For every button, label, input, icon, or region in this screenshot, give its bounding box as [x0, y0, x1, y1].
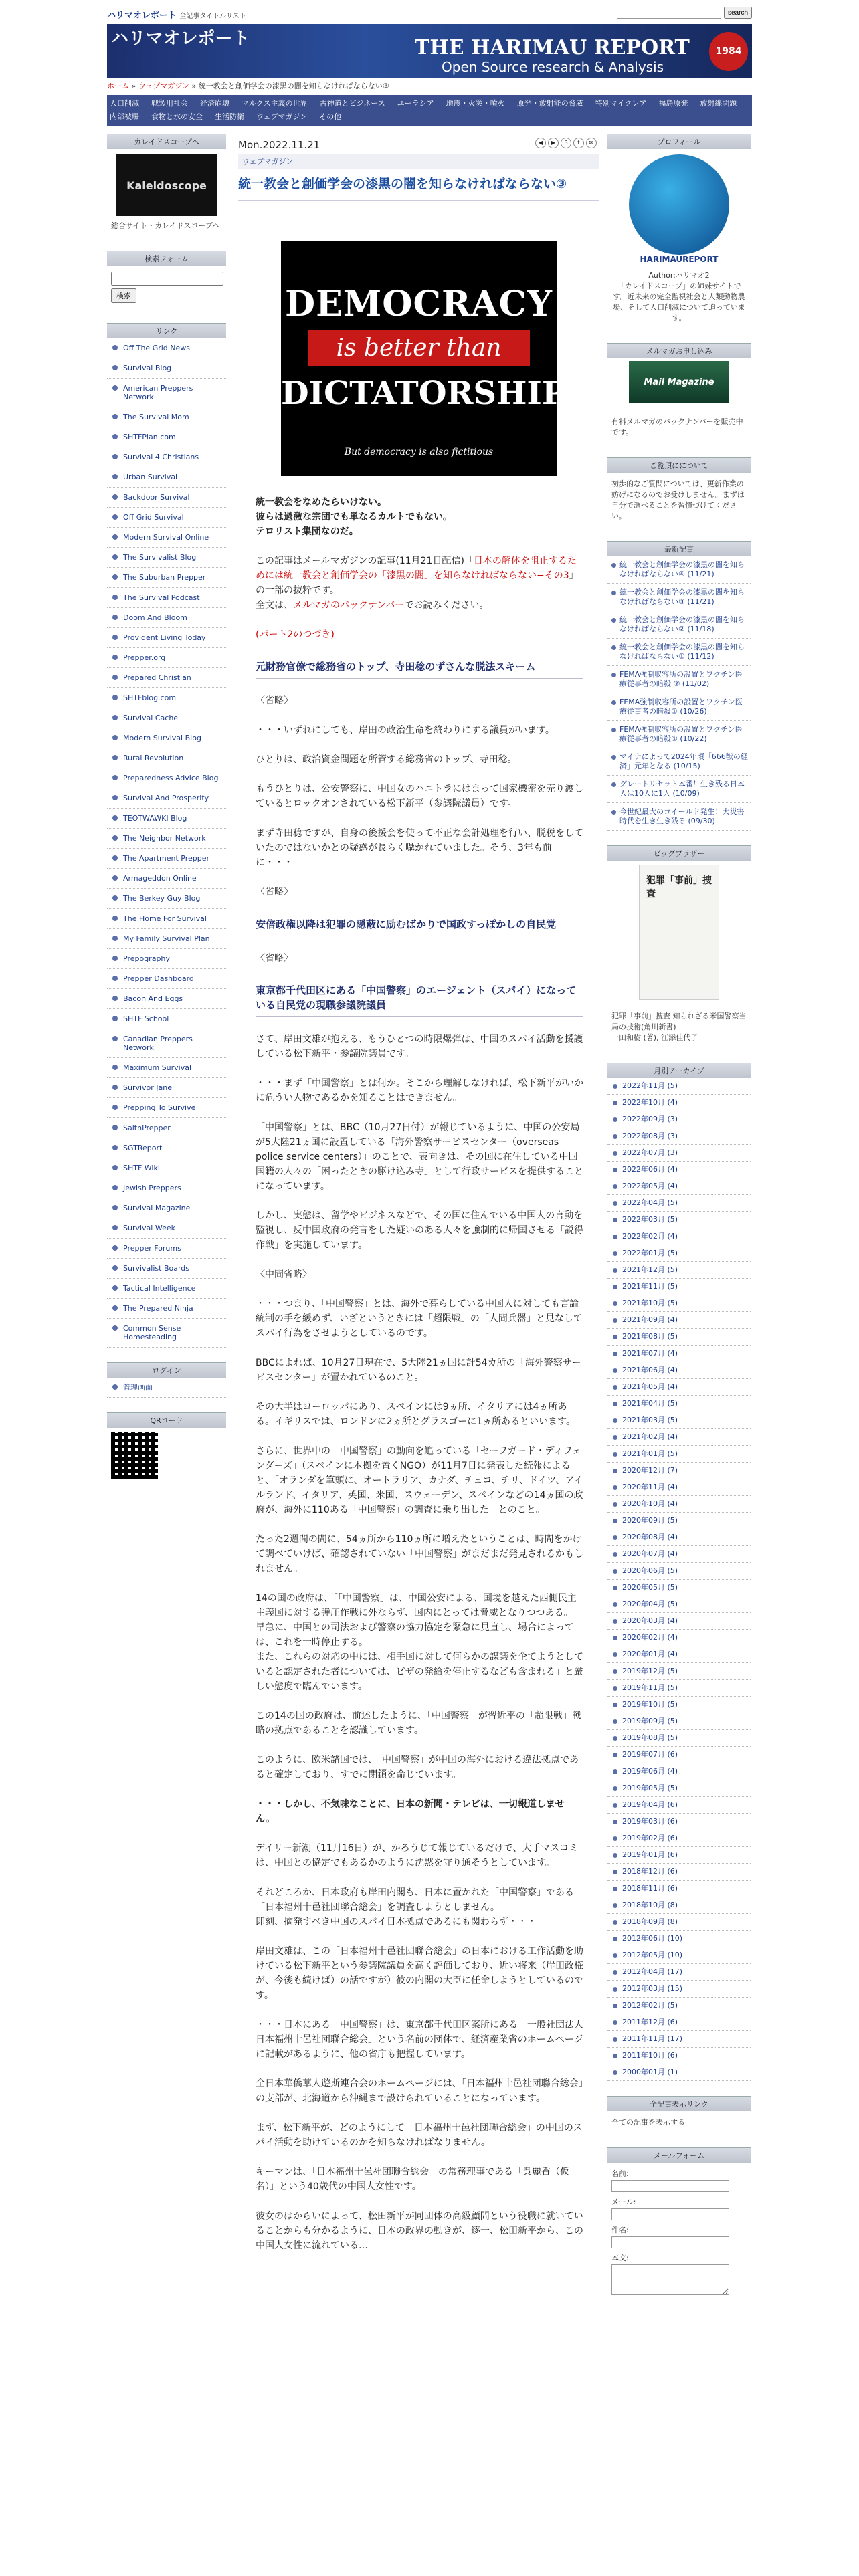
link-item[interactable]: Modern Survival Online — [107, 528, 226, 548]
category-nav — [107, 95, 752, 126]
profile-title: プロフィール — [607, 134, 751, 149]
archive-item[interactable]: 2011年11月 (17) — [607, 2031, 751, 2048]
archive-item[interactable]: 2022年02月 (4) — [607, 1228, 751, 1245]
breadcrumb: ホーム » ウェブマガジン » 統一教会と創価学会の漆黒の闇を知らなければならない③ — [107, 82, 389, 90]
site-name[interactable]: ハリマオレポート 全記事タイトルリスト — [107, 11, 246, 21]
archive-box — [607, 1063, 751, 2081]
magazine-banner[interactable]: Mail Magazine — [629, 361, 729, 403]
link-item[interactable]: Provident Living Today — [107, 628, 226, 648]
breadcrumb-home[interactable]: ホーム — [107, 82, 129, 90]
kaleidoscope-box — [107, 134, 226, 236]
recent-post-item[interactable]: FEMA強制収容所の設置とワクチン医療従事者の暗殺 ② (11/02) — [607, 666, 751, 693]
paragraph: さて、岸田文雄が抱える、もうひとつの時限爆弾は、中国のスパイ活動を援護している松下新平・参議院議員です。 — [256, 1034, 583, 1059]
paragraph: ひとりは、政治資金問題を所管する総務省のトップ、寺田稔。 — [256, 754, 517, 765]
qr-box — [107, 1412, 226, 1479]
mail-address-field[interactable] — [611, 2208, 729, 2220]
admin-link[interactable]: 管理画面 — [107, 1378, 226, 1398]
link-item[interactable]: Common Sense Homesteading — [107, 1319, 226, 1348]
link-item[interactable]: The Apartment Prepper — [107, 849, 226, 869]
archive-item[interactable]: 2021年07月 (4) — [607, 1346, 751, 1362]
archive-item[interactable]: 2021年09月 (4) — [607, 1312, 751, 1329]
post-body — [238, 495, 599, 2253]
header-japanese-title: ハリマオレポート — [111, 29, 250, 49]
paragraph: 彼女のはからいによって、松田新平が同団体の高級顧問という役職に就いていることからも分かるように、日本の政界の動きが、逐一、松田新平から、この中国人女性に流れている… — [256, 2211, 583, 2251]
book-cover[interactable]: 犯罪「事前」捜査 — [639, 865, 719, 1000]
top-bar — [107, 5, 752, 23]
archive-item[interactable]: 2022年01月 (5) — [607, 1245, 751, 1262]
paragraph: ・・・日本にある「中国警察」は、東京都千代田区案所にある「一般社団法人日本福州十邑社団聯合総会」という名前の団体で、経済産業省のホームページに記載があるように、他の省庁も把握しています。 — [256, 2020, 583, 2060]
recent-post-item[interactable]: 統一教会と創価学会の漆黒の闇を知らなければならない③ (11/21) — [607, 584, 751, 611]
recent-post-item[interactable]: 統一教会と創価学会の漆黒の闇を知らなければならない④ (11/21) — [607, 556, 751, 584]
paragraph: デイリー新潮（11月16日）が、かろうじて報じているだけで、大手マスコミは、中国との協定でもあるかのように沈黙を守り通そうとしています。 — [256, 1843, 579, 1868]
archive-item[interactable]: 2022年06月 (4) — [607, 1162, 751, 1178]
link-item[interactable]: Survivor Jane — [107, 1078, 226, 1098]
paragraph: もうひとりは、公安警察に、中国女のハニトラにはまって国家機密を売り渡しているとロックオンされている松下新平（参議院議員）です。 — [256, 784, 583, 809]
sidebar-search-button[interactable]: 検索 — [111, 288, 136, 303]
paragraph: ・・・しかし、不気味なことに、日本の新聞・テレビは、一切報道しません。 — [256, 1799, 565, 1824]
link-item[interactable]: Survival Blog — [107, 358, 226, 379]
link-item[interactable]: Prepography — [107, 949, 226, 969]
archive-item[interactable]: 2021年02月 (4) — [607, 1429, 751, 1446]
link-item[interactable]: Survival Cache — [107, 708, 226, 728]
archive-item[interactable]: 2012年06月 (10) — [607, 1931, 751, 1947]
book-text[interactable]: 犯罪「事前」捜査 知られざる米国警察当局の技術(角川新書) 一田和樹 (著), 江添佳代子 — [611, 1012, 747, 1042]
nav-item[interactable]: 経済崩壊 — [200, 99, 229, 108]
link-item[interactable]: Doom And Bloom — [107, 608, 226, 628]
link-item[interactable]: The Neighbor Network — [107, 829, 226, 849]
post-category[interactable]: ウェブマガジン — [238, 154, 599, 169]
archive-item[interactable]: 2012年04月 (17) — [607, 1964, 751, 1981]
notice-text: 初歩的なご質問については、更新作業の妨げになるのでお受けしません。まずは自分で調べることを習慣づけてください。 — [611, 479, 745, 520]
link-item[interactable]: The Survival Mom — [107, 407, 226, 427]
link-item[interactable]: The Home For Survival — [107, 909, 226, 929]
link-item[interactable]: The Prepared Ninja — [107, 1299, 226, 1319]
mail-body-field[interactable] — [611, 2264, 729, 2295]
paragraph: まず寺田稔ですが、自身の後援会を使って不正な会計処理を行い、脱税をしていたのではないかとの疑惑が長らく囁かれていました。そう、3年も前に・・・ — [256, 828, 583, 868]
article — [238, 134, 599, 2268]
link-item[interactable]: TEOTWAWKI Blog — [107, 809, 226, 829]
archive-item[interactable]: 2019年09月 (5) — [607, 1713, 751, 1730]
qr-title: QRコード — [107, 1412, 226, 1428]
archive-item[interactable]: 2018年10月 (8) — [607, 1897, 751, 1914]
lead-paragraph: 統一教会をなめたらいけない。 彼らは過激な宗団でも単なるカルトでもない。 テロリスト集団なのだ。 — [256, 497, 452, 537]
archive-item[interactable]: 2022年10月 (4) — [607, 1095, 751, 1111]
top-search-input[interactable] — [617, 7, 721, 19]
archive-item[interactable]: 2020年04月 (5) — [607, 1596, 751, 1613]
recent-title: 最新記事 — [607, 541, 751, 556]
login-box — [107, 1362, 226, 1398]
header-badge: 1984 — [709, 32, 748, 71]
nav-item[interactable]: 地震・火災・噴火 — [446, 99, 505, 108]
archive-item[interactable]: 2000年01月 (1) — [607, 2064, 751, 2081]
archive-item[interactable]: 2019年08月 (5) — [607, 1730, 751, 1747]
archive-item[interactable]: 2020年05月 (5) — [607, 1580, 751, 1596]
archive-item[interactable]: 2020年01月 (4) — [607, 1646, 751, 1663]
archive-item[interactable]: 2022年09月 (3) — [607, 1111, 751, 1128]
archive-item[interactable]: 2019年12月 (5) — [607, 1663, 751, 1680]
nav-item[interactable]: 特別マイクレア — [595, 99, 647, 108]
archive-item[interactable]: 2011年10月 (6) — [607, 2048, 751, 2064]
recent-post-item[interactable]: 統一教会と創価学会の漆黒の闇を知らなければならない① (11/12) — [607, 639, 751, 666]
nav-item[interactable]: 放射線問題 — [700, 99, 737, 108]
paragraph: 14の国の政府は、「「中国警察」は、中国公安による、国境を越えた西側民主主義国に対する弾圧作戦に外ならず、国内にとっては脅威となりつつある。 早急に、中国との司法および警察の協力協定を緊急に見直し、場合によっては、これを一時停止する。 また、これらの対応の中には、相手国に対して何らかの謀議を企てようとしていると認定された者については、ビザの発給を停止するなども含まれる」と厳しい態度で臨んでいます。 — [256, 1593, 583, 1692]
share-icon[interactable]: B — [561, 138, 571, 148]
nav-item[interactable]: 内部被曝 — [110, 112, 139, 121]
archive-item[interactable]: 2020年09月 (5) — [607, 1513, 751, 1529]
paragraph: 全日本華僑華人遊斯連合会のホームページには、「日本福州十邑社団聯合総会」の支部が、北海道から沖縄まで設けられていることになっています。 — [256, 2078, 583, 2104]
archive-item[interactable]: 2022年07月 (3) — [607, 1145, 751, 1162]
link-item[interactable]: Canadian Preppers Network — [107, 1029, 226, 1058]
nav-item[interactable]: 生活防衛 — [215, 112, 244, 121]
archive-item[interactable]: 2018年11月 (6) — [607, 1881, 751, 1897]
nav-item[interactable]: 福島原発 — [658, 99, 688, 108]
post-title[interactable]: 統一教会と創価学会の漆黒の闇を知らなければならない③ — [238, 169, 599, 201]
paragraph: ・・・いずれにしても、岸田の政治生命を終わりにする議員がいます。 — [256, 725, 555, 736]
archive-item[interactable]: 2020年03月 (4) — [607, 1613, 751, 1630]
link-item[interactable]: Prepper Forums — [107, 1239, 226, 1259]
archive-item[interactable]: 2022年08月 (3) — [607, 1128, 751, 1145]
link-item[interactable]: Jewish Preppers — [107, 1178, 226, 1198]
link-item[interactable]: Maximum Survival — [107, 1058, 226, 1078]
link-item[interactable]: The Survivalist Blog — [107, 548, 226, 568]
nav-item[interactable]: 戦製用社会 — [151, 99, 188, 108]
recent-post-item[interactable]: グレートリセット本番！生き残る日本人は10人に1人 (10/09) — [607, 776, 751, 803]
archive-item[interactable]: 2021年03月 (5) — [607, 1412, 751, 1429]
links-title: リンク — [107, 323, 226, 338]
link-item[interactable]: Survival Week — [107, 1218, 226, 1239]
nav-item[interactable]: マルクス主義の世界 — [242, 99, 308, 108]
archive-item[interactable]: 2020年11月 (4) — [607, 1479, 751, 1496]
paragraph: ・・・まず「中国警察」とは何か。そこから理解しなければ、松下新平がいかに危うい人物であるかを知ることはできません。 — [256, 1078, 583, 1103]
profile-text: Author:ハリマオ2 「カレイドスコープ」の姉妹サイトです。近未来の完全監視社会と人類動物農場、そして人口削減について迫っています。 — [613, 271, 745, 322]
nav-item[interactable]: 原発・放射能の脅威 — [516, 99, 583, 108]
archive-item[interactable]: 2020年07月 (4) — [607, 1546, 751, 1563]
archive-item[interactable]: 2021年06月 (4) — [607, 1362, 751, 1379]
notice-box — [607, 457, 751, 526]
link-item[interactable]: Prepper.org — [107, 648, 226, 668]
link-item[interactable]: Prepper Dashboard — [107, 969, 226, 989]
nav-item[interactable]: ユーラシア — [397, 99, 434, 108]
link-item[interactable]: SHTF Wiki — [107, 1158, 226, 1178]
recent-post-item[interactable]: 統一教会と創価学会の漆黒の闇を知らなければならない② (11/18) — [607, 611, 751, 639]
omission-note: 〈省略〉 — [256, 887, 293, 897]
archive-item[interactable]: 2019年07月 (6) — [607, 1747, 751, 1763]
paragraph: 岸田文雄は、この「日本福州十邑社団聯合総会」の日本における工作活動を助けている松下新平という参議院議員を高く評価しており、近い将来（岸田政権が、今後も続けば）の話ですが）彼の内閣の大臣に任命しようとしているのです。 — [256, 1946, 583, 2001]
archive-item[interactable]: 2021年11月 (5) — [607, 1279, 751, 1295]
link-item[interactable]: SHTFPlan.com — [107, 427, 226, 447]
archive-item[interactable]: 2019年03月 (6) — [607, 1814, 751, 1830]
breadcrumb-category[interactable]: ウェブマガジン — [138, 82, 190, 90]
mail-form-box: メールフォーム 名前: メール: 件名: 本文: — [607, 2147, 751, 2304]
kaleidoscope-link[interactable]: 総合サイト・カレイドスコープへ — [111, 221, 220, 230]
nav-item[interactable]: ウェブマガジン — [256, 112, 308, 121]
democracy-image: DEMOCRACY is better than DICTATORSHIP But democracy is also fictitious — [281, 241, 557, 476]
recent-post-item[interactable]: マイナによって2024年頃「666獣の経済」元年となる (10/15) — [607, 748, 751, 776]
link-item[interactable]: Bacon And Eggs — [107, 989, 226, 1009]
big-brother-box — [607, 845, 751, 1048]
link-item[interactable]: SGTReport — [107, 1138, 226, 1158]
link-item[interactable]: Off Grid Survival — [107, 508, 226, 528]
archive-item[interactable]: 2019年10月 (5) — [607, 1697, 751, 1713]
archive-item[interactable]: 2018年09月 (8) — [607, 1914, 751, 1931]
link-item[interactable]: The Survival Podcast — [107, 588, 226, 608]
link-item[interactable]: Backdoor Survival — [107, 488, 226, 508]
archive-item[interactable]: 2011年12月 (6) — [607, 2014, 751, 2031]
paragraph: その大半はヨーロッパにあり、スペインには9ヵ所、イタリアには4ヵ所ある。イギリスでは、ロンドンに2ヵ所とグラスゴーに1ヵ所あるといいます。 — [256, 1402, 575, 1427]
link-item[interactable]: Survivalist Boards — [107, 1259, 226, 1279]
link-item[interactable]: Prepping To Survive — [107, 1098, 226, 1118]
magazine-text: 有料メルマガのバックナンバーを販売中です。 — [611, 417, 743, 437]
all-posts-link[interactable]: 全ての記事を表示する — [611, 2118, 685, 2127]
archive-item[interactable]: 2022年05月 (4) — [607, 1178, 751, 1195]
share-icon[interactable]: t — [573, 138, 584, 148]
link-item[interactable]: Urban Survival — [107, 467, 226, 488]
all-posts-title: 全記事表示リンク — [607, 2096, 751, 2111]
archive-item[interactable]: 2021年12月 (5) — [607, 1262, 751, 1279]
header-subtitle: Open Source research & Analysis — [442, 59, 664, 75]
link-item[interactable]: SHTF School — [107, 1009, 226, 1029]
archive-item[interactable]: 2020年12月 (7) — [607, 1463, 751, 1479]
omission-note: 〈省略〉 — [256, 695, 293, 706]
paragraph: このように、欧米諸国では、「中国警察」が中国の海外における違法拠点であると確定しており、すでに閉鎖を命じています。 — [256, 1755, 579, 1780]
nav-item[interactable]: 食物と水の安全 — [151, 112, 203, 121]
link-item[interactable]: The Suburban Prepper — [107, 568, 226, 588]
link-item[interactable]: Survival 4 Christians — [107, 447, 226, 467]
archive-item[interactable]: 2020年08月 (4) — [607, 1529, 751, 1546]
header-english-title: THE HARIMAU REPORT — [415, 36, 690, 60]
archive-item[interactable]: 2012年03月 (15) — [607, 1981, 751, 1998]
archive-item[interactable]: 2020年10月 (4) — [607, 1496, 751, 1513]
recent-posts-box — [607, 541, 751, 831]
share-icon[interactable]: ✉ — [586, 138, 597, 148]
search-form-title: 検索フォーム — [107, 251, 226, 266]
magazine-box — [607, 343, 751, 443]
login-title: ログイン — [107, 1362, 226, 1378]
archive-item[interactable]: 2012年02月 (5) — [607, 1998, 751, 2014]
link-item[interactable]: SHTFblog.com — [107, 688, 226, 708]
recent-post-item[interactable]: FEMA強制収容所の設置とワクチン医療従事者の暗殺① (10/22) — [607, 721, 751, 748]
backnumber-link[interactable]: メルマガのバックナンバー — [293, 600, 405, 611]
archive-item[interactable]: 2022年11月 (5) — [607, 1078, 751, 1095]
paragraph: しかし、実態は、留学やビジネスなどで、その国に住んでいる中国人の言動を監視し、反中国政府の発言をした疑いのある人々を強制的に帰国させる「説得作戦」を実施しています。 — [256, 1210, 583, 1251]
right-sidebar — [607, 134, 751, 2319]
mail-name-field[interactable] — [611, 2180, 729, 2192]
link-item[interactable]: The Berkey Guy Blog — [107, 889, 226, 909]
archive-item[interactable]: 2020年02月 (4) — [607, 1630, 751, 1646]
archive-item[interactable]: 2019年01月 (6) — [607, 1847, 751, 1864]
magazine-title: メルマガお申し込み — [607, 343, 751, 358]
profile-globe-image: HARIMAUREPORT — [629, 154, 729, 255]
archive-item[interactable]: 2019年11月 (5) — [607, 1680, 751, 1697]
paragraph: さらに、世界中の「中国警察」の動向を追っている「セーフガード・ディフェンダーズ」（スペインに本拠を置くNGO）が11月7日に発表した続報によると、「オランダを筆頭に、オートラリア、カナダ、チェコ、チリ、ドイツ、アイルランド、イタリア、英国、米国、スウェーデン、スペインなどの14ヵ国の政府が、海外に110ある「中国警察」の調査に乗り出した」とのこと。 — [256, 1446, 583, 1515]
share-icon[interactable]: ▶ — [548, 138, 559, 148]
archive-item[interactable]: 2021年01月 (5) — [607, 1446, 751, 1463]
paragraph: ・・・つまり、「中国警察」とは、海外で暮らしている中国人に対しても言論統制の手を緩めず、いざというときには「超限戦」の「人間兵器」と見なしてスパイ行為をさせようとしているのです。 — [256, 1299, 583, 1339]
mail-form-title: メールフォーム — [607, 2147, 751, 2163]
archive-title: 月別アーカイブ — [607, 1063, 751, 1078]
section-heading: 安倍政権以降は犯罪の隠蔽に励むばかりで国政すっぽかしの自民党 — [256, 914, 583, 936]
archive-item[interactable]: 2019年02月 (6) — [607, 1830, 751, 1847]
nav-item[interactable]: 人口削減 — [110, 99, 139, 108]
search-form-box — [107, 251, 226, 308]
archive-item[interactable]: 2022年04月 (5) — [607, 1195, 751, 1212]
link-item[interactable]: My Family Survival Plan — [107, 929, 226, 949]
archive-item[interactable]: 2022年03月 (5) — [607, 1212, 751, 1228]
top-search-button[interactable]: search — [724, 7, 752, 19]
archive-item[interactable]: 2012年05月 (10) — [607, 1947, 751, 1964]
section-heading: 東京都千代田区にある「中国警察」のエージェント（スパイ）になっている自民党の現職参議院議員 — [256, 980, 583, 1017]
kaleidoscope-title: カレイドスコープへ — [107, 134, 226, 149]
omission-note: 〈省略〉 — [256, 953, 293, 964]
kaleidoscope-banner[interactable]: Kaleidoscope — [116, 154, 217, 216]
archive-item[interactable]: 2021年10月 (5) — [607, 1295, 751, 1312]
link-item[interactable]: Armageddon Online — [107, 869, 226, 889]
link-item[interactable]: Prepared Christian — [107, 668, 226, 688]
notice-title: ご覧頂にについて — [607, 457, 751, 473]
link-item[interactable]: Survival Magazine — [107, 1198, 226, 1218]
archive-item[interactable]: 2021年05月 (4) — [607, 1379, 751, 1396]
recent-post-item[interactable]: 今世紀最大のゴイールド発生！大災害時代を生き生き残る (09/30) — [607, 803, 751, 831]
qr-code-image — [111, 1432, 158, 1479]
paragraph: キーマンは、「日本福州十邑社団聯合総会」の常務理事である「呉麗香（仮名）」という40歳代の中国人女性です。 — [256, 2167, 569, 2192]
profile-box — [607, 134, 751, 328]
sidebar-search-input[interactable] — [111, 272, 223, 286]
paragraph: BBCによれば、10月27日現在で、5大陸21ヵ国に計54カ所の「海外警察サービスセンター」が置かれているのこと。 — [256, 1358, 581, 1383]
link-item[interactable]: Modern Survival Blog — [107, 728, 226, 748]
paragraph: それどころか、日本政府も岸田内閣も、日本に置かれた「中国警察」である「日本福州十邑社団聯合総会」を調査しようとしません。 即刻、摘発すべき中国のスパイ日本拠点であるにも関わらず・・・ — [256, 1887, 574, 1927]
link-item[interactable]: Off The Grid News — [107, 338, 226, 358]
archive-item[interactable]: 2020年06月 (5) — [607, 1563, 751, 1580]
left-sidebar — [107, 134, 226, 1493]
links-box — [107, 323, 226, 1348]
link-item[interactable]: SaltnPrepper — [107, 1118, 226, 1138]
link-item[interactable]: Tactical Intelligence — [107, 1279, 226, 1299]
archive-item[interactable]: 2019年06月 (4) — [607, 1763, 751, 1780]
link-item[interactable]: Preparedness Advice Blog — [107, 768, 226, 788]
paragraph: この14の国の政府は、前述したように、「中国警察」が習近平の「超限戦」戦略の拠点であることを認識しています。 — [256, 1711, 581, 1736]
paragraph: まず、松下新平が、どのようにして「日本福州十邑社団聯合総会」の中国のスパイ活動を助けているのかを知らなければなりません。 — [256, 2123, 583, 2148]
link-item[interactable]: Rural Revolution — [107, 748, 226, 768]
share-tools — [535, 138, 597, 148]
link-item[interactable]: Survival And Prosperity — [107, 788, 226, 809]
all-titles-link[interactable]: 全記事タイトルリスト — [179, 13, 246, 20]
mail-subject-field[interactable] — [611, 2236, 729, 2248]
all-posts-box — [607, 2096, 751, 2133]
nav-item[interactable]: その他 — [319, 112, 342, 121]
paragraph: たった2週間の間に、54ヵ所から110ヵ所に増えたということは、時間をかけて調べていけば、確認されていない「中国警察」がまだまだ発見されるかもしれません。 — [256, 1534, 583, 1574]
archive-item[interactable]: 2018年12月 (6) — [607, 1864, 751, 1881]
post-date: Mon.2022.11.21 — [238, 139, 320, 151]
part-note: (パート2のつづき) — [256, 629, 335, 640]
big-brother-title: ビッグブラザー — [607, 845, 751, 861]
archive-item[interactable]: 2019年04月 (6) — [607, 1797, 751, 1814]
omission-note: 〈中間省略〉 — [256, 1269, 312, 1280]
site-header[interactable] — [107, 24, 752, 78]
intro-paragraph: この記事はメールマガジンの記事(11月21日配信)「日本の解体を阻止するためには統一教会と創価学会の「漆黒の闇」を知らなければならない−その3」の一部の抜粋です。 全文は、メルマガのバックナンバーでお読みください。 — [256, 556, 579, 611]
top-search — [617, 7, 752, 19]
archive-item[interactable]: 2021年04月 (5) — [607, 1396, 751, 1412]
nav-item[interactable]: 古神道とビジネース — [319, 99, 385, 108]
recent-post-item[interactable]: FEMA強制収容所の設置とワクチン医療従事者の暗殺① (10/26) — [607, 693, 751, 721]
link-item[interactable]: American Preppers Network — [107, 379, 226, 407]
breadcrumb-current: 統一教会と創価学会の漆黒の闇を知らなければならない③ — [198, 82, 389, 90]
share-icon[interactable]: ◀ — [535, 138, 546, 148]
paragraph: 「中国警察」とは、BBC（10月27日付）が報じているように、中国の公安局が5大陸21ヵ国に設置している「海外警察サービスセンター（overseas police service centers）」のことで、表向きは、その国に在住している中国国籍の人々の「困ったときの駆け込み寺」として行政サービスを提供することになっています。 — [256, 1122, 583, 1192]
archive-item[interactable]: 2019年05月 (5) — [607, 1780, 751, 1797]
archive-item[interactable]: 2021年08月 (5) — [607, 1329, 751, 1346]
section-heading: 元財務官僚で総務省のトップ、寺田稔のずさんな脱法スキーム — [256, 657, 583, 679]
